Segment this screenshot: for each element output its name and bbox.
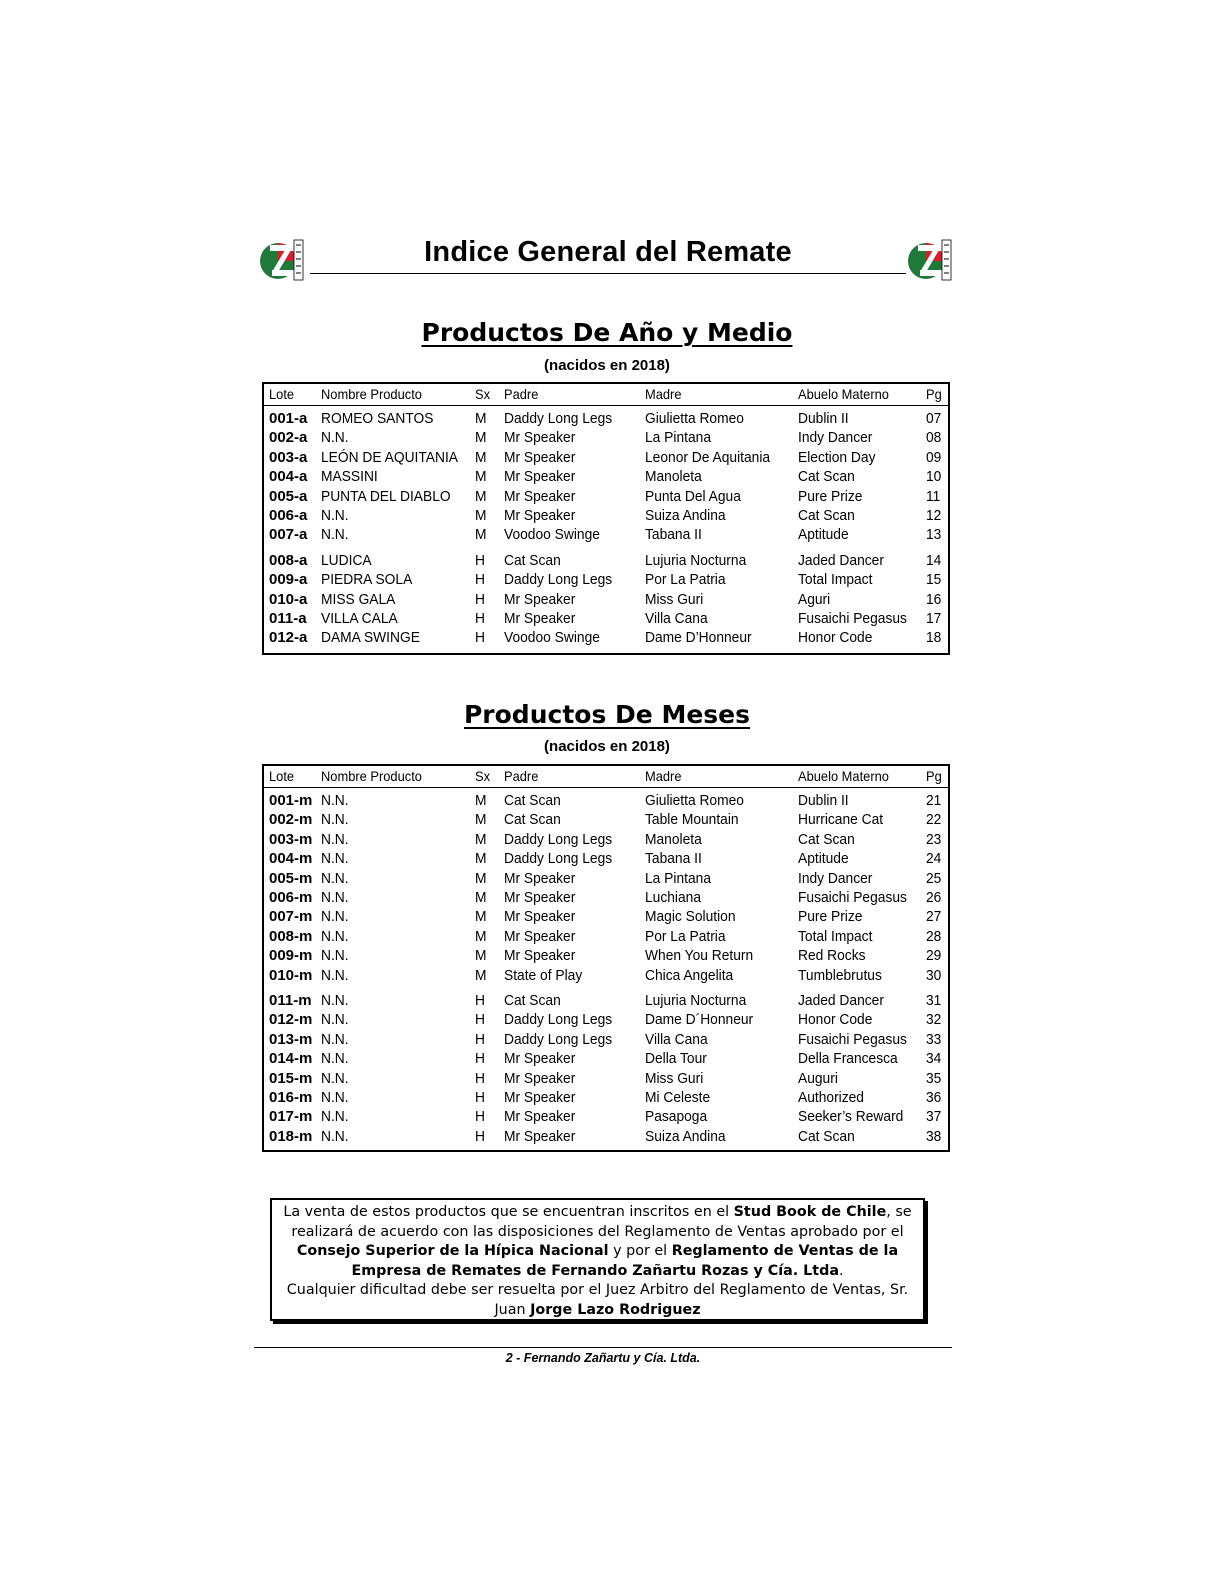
cell-pg: 26: [926, 889, 942, 906]
cell-padre: Daddy Long Legs: [504, 1030, 613, 1048]
cell-abuelo: Aptitude: [798, 526, 849, 544]
cell-nombre: N.N.: [321, 1089, 349, 1106]
cell-sx: H: [475, 992, 485, 1009]
cell-sx: M: [475, 429, 487, 447]
cell-padre: Mr Speaker: [504, 869, 576, 887]
cell-sx: H: [475, 1127, 485, 1145]
cell-pg: 07: [926, 410, 942, 427]
cell-sx: M: [475, 927, 487, 945]
cell-abuelo: Honor Code: [798, 629, 873, 647]
notice-bold: Stud Book de Chile: [733, 1204, 887, 1220]
cell-madre: Villa Cana: [645, 1030, 708, 1048]
cell-sx: M: [475, 947, 487, 965]
cell-pg: 08: [926, 429, 942, 447]
cell-lote: 002-a: [269, 429, 308, 447]
table-row: [264, 629, 948, 649]
table-row: [264, 1128, 948, 1148]
cell-pg: 35: [926, 1069, 942, 1087]
cell-nombre: N.N.: [321, 1069, 349, 1087]
cell-abuelo: Tumblebrutus: [798, 966, 882, 984]
cell-abuelo: Fusaichi Pegasus: [798, 889, 907, 906]
cell-lote: 014-m: [269, 1050, 313, 1068]
cell-abuelo: Aptitude: [798, 850, 849, 868]
cell-abuelo: Auguri: [798, 1069, 838, 1087]
cell-nombre: LUDICA: [321, 551, 372, 569]
col-lote: Lote: [269, 386, 295, 402]
cell-padre: Mr Speaker: [504, 1127, 576, 1145]
cell-padre: Cat Scan: [504, 551, 561, 569]
table-row: [264, 429, 948, 449]
cell-padre: Mr Speaker: [504, 947, 576, 965]
cell-lote: 003-a: [269, 448, 308, 466]
cell-lote: 007-a: [269, 526, 308, 544]
cell-sx: M: [475, 830, 487, 848]
table-row: [264, 1050, 948, 1070]
cell-padre: Cat Scan: [504, 792, 561, 809]
cell-nombre: LEÓN DE AQUITANIA: [321, 448, 459, 466]
cell-sx: M: [475, 966, 487, 984]
col-nombre: Nombre Producto: [321, 768, 422, 784]
cell-sx: H: [475, 590, 485, 608]
cell-lote: 010-m: [269, 966, 313, 984]
cell-sx: H: [475, 1069, 485, 1087]
col-sx: Sx: [475, 768, 491, 784]
cell-pg: 18: [926, 629, 942, 647]
cell-nombre: N.N.: [321, 830, 349, 848]
cell-madre: Manoleta: [645, 830, 702, 848]
cell-abuelo: Cat Scan: [798, 1127, 855, 1145]
cell-abuelo: Honor Code: [798, 1011, 873, 1029]
cell-sx: M: [475, 792, 487, 809]
cell-abuelo: Total Impact: [798, 927, 873, 945]
cell-nombre: N.N.: [321, 1108, 349, 1126]
cell-pg: 11: [926, 487, 941, 505]
cell-abuelo: Jaded Dancer: [798, 551, 884, 569]
cell-lote: 004-m: [269, 850, 313, 868]
section-1-subtitle: (nacidos en 2018): [544, 357, 670, 374]
notice-text: , se realizará de acuerdo con las disposiciones del Reglamento de Ventas aprobado por el: [291, 1204, 912, 1240]
cell-pg: 32: [926, 1011, 942, 1029]
cell-padre: Voodoo Swinge: [504, 629, 600, 647]
table-row: [264, 992, 948, 1012]
col-nombre: Nombre Producto: [321, 386, 422, 402]
cell-sx: M: [475, 507, 487, 524]
cell-nombre: N.N.: [321, 429, 349, 447]
cell-madre: Dame D’Honneur: [645, 629, 752, 647]
cell-lote: 013-m: [269, 1030, 313, 1048]
table-row: [264, 811, 948, 831]
notice-bold: Consejo Superior de la Hípica Nacional: [296, 1243, 609, 1259]
cell-sx: H: [475, 610, 485, 627]
cell-lote: 001-a: [269, 410, 308, 427]
cell-abuelo: Fusaichi Pegasus: [798, 610, 907, 627]
notice-bold: Jorge Lazo Rodriguez: [530, 1301, 701, 1318]
cell-pg: 33: [926, 1030, 942, 1048]
cell-nombre: MASSINI: [321, 468, 378, 486]
table-row: [264, 908, 948, 928]
notice-bold: Reglamento de Ventas de la Empresa de Remates de Fernando Zañartu Rozas y Cía. Ltda: [351, 1243, 899, 1279]
cell-lote: 018-m: [269, 1127, 313, 1145]
cell-padre: Cat Scan: [504, 811, 561, 829]
cell-pg: 15: [926, 571, 942, 589]
section-2-title: Productos De Meses: [463, 700, 750, 729]
cell-abuelo: Cat Scan: [798, 468, 855, 486]
cell-abuelo: Dublin II: [798, 410, 849, 427]
cell-pg: 37: [926, 1108, 942, 1126]
cell-madre: Dame D´Honneur: [645, 1011, 754, 1029]
cell-lote: 011-a: [269, 610, 307, 627]
cell-lote: 008-m: [269, 927, 313, 945]
cell-madre: Tabana II: [645, 850, 702, 868]
footer-divider: [254, 1347, 952, 1348]
header-divider: [310, 273, 906, 274]
cell-sx: H: [475, 1108, 485, 1126]
cell-padre: Cat Scan: [504, 992, 561, 1009]
cell-abuelo: Fusaichi Pegasus: [798, 1030, 907, 1048]
col-padre: Padre: [504, 386, 539, 402]
cell-lote: 002-m: [269, 811, 313, 829]
cell-nombre: N.N.: [321, 992, 349, 1009]
cell-madre: Leonor De Aquitania: [645, 448, 771, 466]
page-footer: 2 - Fernando Zañartu y Cía. Ltda.: [505, 1351, 701, 1365]
cell-abuelo: Total Impact: [798, 571, 873, 589]
cell-nombre: ROMEO SANTOS: [321, 410, 434, 427]
cell-nombre: N.N.: [321, 927, 349, 945]
table-row: [264, 870, 948, 890]
cell-abuelo: Cat Scan: [798, 830, 855, 848]
cell-nombre: N.N.: [321, 966, 349, 984]
cell-madre: Miss Guri: [645, 590, 704, 608]
cell-sx: H: [475, 1030, 485, 1048]
table-ano-y-medio: [262, 382, 950, 655]
cell-pg: 29: [926, 947, 942, 965]
cell-nombre: N.N.: [321, 1127, 349, 1145]
cell-nombre: N.N.: [321, 1030, 349, 1048]
table-row: [264, 1070, 948, 1090]
cell-padre: Mr Speaker: [504, 448, 576, 466]
table-row: [264, 831, 948, 851]
cell-madre: Villa Cana: [645, 610, 708, 627]
col-pg: Pg: [926, 768, 942, 784]
cell-lote: 001-m: [269, 792, 313, 809]
table-row: [264, 488, 948, 508]
cell-nombre: VILLA CALA: [321, 610, 398, 627]
cell-sx: H: [475, 1011, 485, 1029]
cell-lote: 017-m: [269, 1108, 313, 1126]
col-madre: Madre: [645, 768, 682, 784]
cell-sx: H: [475, 551, 485, 569]
cell-pg: 28: [926, 927, 942, 945]
cell-padre: Mr Speaker: [504, 1108, 576, 1126]
cell-sx: M: [475, 526, 487, 544]
cell-padre: Mr Speaker: [504, 1089, 576, 1106]
table-row: [264, 947, 948, 967]
cell-nombre: MISS GALA: [321, 590, 396, 608]
cell-pg: 10: [926, 468, 942, 486]
cell-abuelo: Indy Dancer: [798, 869, 873, 887]
cell-nombre: N.N.: [321, 811, 349, 829]
cell-lote: 010-a: [269, 590, 308, 608]
table-row: [264, 610, 948, 630]
cell-nombre: N.N.: [321, 850, 349, 868]
cell-abuelo: Cat Scan: [798, 507, 855, 524]
cell-madre: La Pintana: [645, 869, 711, 887]
notice-text: y por el: [608, 1243, 672, 1259]
cell-pg: 27: [926, 908, 942, 926]
cell-pg: 31: [926, 992, 942, 1009]
cell-lote: 005-a: [269, 487, 308, 505]
cell-sx: M: [475, 410, 487, 427]
cell-madre: Suiza Andina: [645, 1127, 726, 1145]
cell-nombre: DAMA SWINGE: [321, 629, 420, 647]
cell-sx: H: [475, 571, 485, 589]
cell-pg: 30: [926, 966, 942, 984]
cell-pg: 22: [926, 811, 942, 829]
table-row: [264, 1089, 948, 1109]
cell-madre: Giulietta Romeo: [645, 792, 744, 809]
cell-madre: Chica Angelita: [645, 966, 734, 984]
notice-text: Cualquier dificultad debe ser resuelta por el Juez Arbitro del Reglamento de Ventas, Sr. Juan: [286, 1282, 909, 1318]
cell-madre: Por La Patria: [645, 571, 726, 589]
cell-padre: Daddy Long Legs: [504, 571, 613, 589]
cell-padre: Daddy Long Legs: [504, 830, 613, 848]
cell-abuelo: Election Day: [798, 448, 876, 466]
cell-padre: Mr Speaker: [504, 487, 576, 505]
cell-abuelo: Seeker’s Reward: [798, 1108, 904, 1126]
cell-madre: Tabana II: [645, 526, 702, 544]
cell-madre: Manoleta: [645, 468, 702, 486]
cell-madre: Luchiana: [645, 889, 702, 906]
cell-madre: Lujuria Nocturna: [645, 551, 747, 569]
cell-padre: Mr Speaker: [504, 507, 576, 524]
cell-sx: M: [475, 889, 487, 906]
cell-nombre: N.N.: [321, 908, 349, 926]
cell-lote: 006-a: [269, 507, 308, 524]
cell-pg: 38: [926, 1127, 942, 1145]
cell-abuelo: Indy Dancer: [798, 429, 873, 447]
cell-lote: 004-a: [269, 468, 308, 486]
section-1-title: Productos De Año y Medio: [421, 318, 793, 347]
col-abuelo: Abuelo Materno: [798, 386, 889, 402]
section-2-subtitle: (nacidos en 2018): [544, 738, 670, 755]
cell-madre: When You Return: [645, 947, 754, 965]
cell-sx: M: [475, 448, 487, 466]
col-lote: Lote: [269, 768, 295, 784]
cell-abuelo: Pure Prize: [798, 908, 863, 926]
cell-madre: La Pintana: [645, 429, 711, 447]
cell-sx: M: [475, 869, 487, 887]
cell-pg: 09: [926, 448, 942, 466]
table-row: [264, 850, 948, 870]
cell-sx: M: [475, 468, 487, 486]
cell-pg: 25: [926, 869, 942, 887]
cell-abuelo: Hurricane Cat: [798, 811, 884, 829]
table-row: [264, 1031, 948, 1051]
table-header: [264, 384, 948, 406]
col-pg: Pg: [926, 386, 942, 402]
col-madre: Madre: [645, 386, 682, 402]
col-sx: Sx: [475, 386, 491, 402]
cell-pg: 17: [926, 610, 942, 627]
cell-padre: Mr Speaker: [504, 429, 576, 447]
cell-madre: Table Mountain: [645, 811, 739, 829]
cell-lote: 006-m: [269, 889, 313, 906]
cell-madre: Mi Celeste: [645, 1089, 711, 1106]
cell-pg: 14: [926, 551, 942, 569]
cell-padre: Voodoo Swinge: [504, 526, 600, 544]
cell-padre: Mr Speaker: [504, 1050, 576, 1068]
cell-nombre: N.N.: [321, 869, 349, 887]
cell-padre: Mr Speaker: [504, 908, 576, 926]
cell-nombre: N.N.: [321, 889, 349, 906]
table-row: [264, 507, 948, 527]
cell-madre: Magic Solution: [645, 908, 736, 926]
cell-madre: Por La Patria: [645, 927, 726, 945]
cell-abuelo: Dublin II: [798, 792, 849, 809]
table-row: [264, 792, 948, 812]
cell-padre: Mr Speaker: [504, 1069, 576, 1087]
cell-padre: Daddy Long Legs: [504, 410, 613, 427]
cell-pg: 12: [926, 507, 942, 524]
cell-padre: Mr Speaker: [504, 610, 576, 627]
cell-sx: M: [475, 908, 487, 926]
table-row: [264, 967, 948, 987]
cell-sx: H: [475, 1089, 485, 1106]
cell-lote: 008-a: [269, 551, 308, 569]
cell-lote: 009-m: [269, 947, 313, 965]
cell-lote: 015-m: [269, 1069, 313, 1087]
table-row: [264, 410, 948, 430]
cell-madre: Pasapoga: [645, 1108, 708, 1126]
page-title: Indice General del Remate: [424, 236, 792, 268]
cell-pg: 36: [926, 1089, 942, 1106]
table-row: [264, 591, 948, 611]
cell-nombre: N.N.: [321, 507, 349, 524]
cell-lote: 009-a: [269, 571, 308, 589]
cell-abuelo: Jaded Dancer: [798, 992, 884, 1009]
table-header: [264, 766, 948, 788]
cell-madre: Giulietta Romeo: [645, 410, 744, 427]
cell-sx: M: [475, 811, 487, 829]
cell-padre: Mr Speaker: [504, 468, 576, 486]
cell-abuelo: Authorized: [798, 1089, 864, 1106]
cell-lote: 005-m: [269, 869, 313, 887]
cell-nombre: N.N.: [321, 1011, 349, 1029]
cell-padre: Mr Speaker: [504, 590, 576, 608]
cell-madre: Punta Del Agua: [645, 487, 741, 505]
cell-padre: State of Play: [504, 966, 583, 984]
table-row: [264, 552, 948, 572]
table-row: [264, 889, 948, 909]
cell-pg: 24: [926, 850, 942, 868]
cell-lote: 012-a: [269, 629, 308, 647]
cell-abuelo: Red Rocks: [798, 947, 866, 965]
notice-text: La venta de estos productos que se encuentran inscritos en el: [283, 1204, 734, 1220]
table-row: [264, 1108, 948, 1128]
cell-madre: Lujuria Nocturna: [645, 992, 747, 1009]
cell-lote: 011-m: [269, 992, 312, 1009]
col-padre: Padre: [504, 768, 539, 784]
cell-lote: 007-m: [269, 908, 313, 926]
cell-nombre: N.N.: [321, 792, 349, 809]
company-logo-left: [258, 236, 312, 284]
cell-pg: 34: [926, 1050, 942, 1068]
table-row: [264, 449, 948, 469]
table-row: [264, 526, 948, 546]
cell-padre: Daddy Long Legs: [504, 850, 613, 868]
cell-lote: 003-m: [269, 830, 313, 848]
table-row: [264, 468, 948, 488]
cell-pg: 23: [926, 830, 942, 848]
table-row: [264, 1011, 948, 1031]
col-abuelo: Abuelo Materno: [798, 768, 889, 784]
cell-sx: H: [475, 629, 485, 647]
cell-madre: Miss Guri: [645, 1069, 704, 1087]
cell-padre: Mr Speaker: [504, 927, 576, 945]
cell-padre: Daddy Long Legs: [504, 1011, 613, 1029]
sale-notice-box: [270, 1198, 925, 1321]
table-meses: [262, 764, 950, 1152]
cell-abuelo: Pure Prize: [798, 487, 863, 505]
cell-lote: 012-m: [269, 1011, 313, 1029]
company-logo-right: [906, 236, 960, 284]
notice-text: .: [839, 1262, 844, 1279]
cell-padre: Mr Speaker: [504, 889, 576, 906]
cell-sx: M: [475, 850, 487, 868]
cell-nombre: PIEDRA SOLA: [321, 571, 413, 589]
cell-madre: Suiza Andina: [645, 507, 726, 524]
cell-pg: 16: [926, 590, 942, 608]
cell-pg: 13: [926, 526, 942, 544]
cell-nombre: N.N.: [321, 526, 349, 544]
cell-abuelo: Aguri: [798, 590, 831, 608]
cell-sx: M: [475, 487, 487, 505]
cell-nombre: N.N.: [321, 1050, 349, 1068]
table-row: [264, 928, 948, 948]
cell-madre: Della Tour: [645, 1050, 707, 1068]
cell-lote: 016-m: [269, 1089, 313, 1106]
cell-sx: H: [475, 1050, 485, 1068]
cell-nombre: PUNTA DEL DIABLO: [321, 487, 451, 505]
cell-nombre: N.N.: [321, 947, 349, 965]
table-row: [264, 571, 948, 591]
cell-pg: 21: [926, 792, 942, 809]
cell-abuelo: Della Francesca: [798, 1050, 898, 1068]
